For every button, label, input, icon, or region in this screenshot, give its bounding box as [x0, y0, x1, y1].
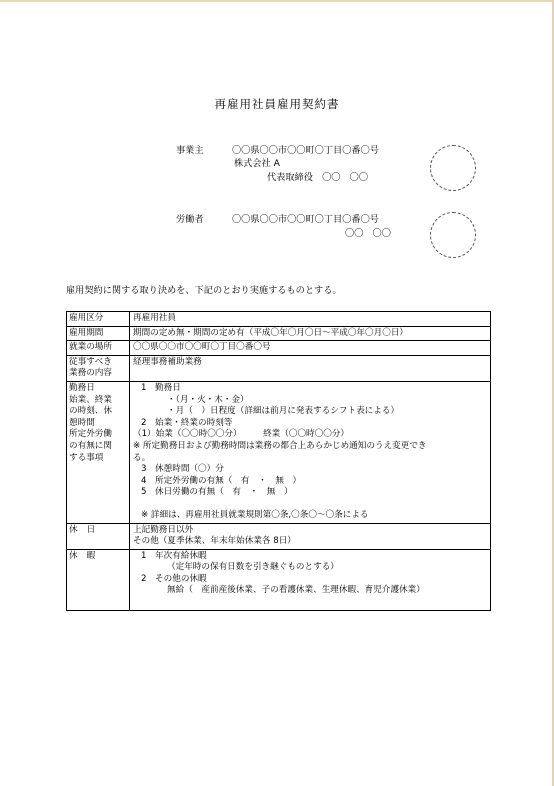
- other-leave: 2 その他の休暇: [141, 573, 207, 584]
- document-title: 再雇用社員雇用契約書: [214, 97, 340, 111]
- holidays-line: その他（夏季休業、年末年始休業各 8日）: [133, 536, 296, 547]
- worker-address: 〇〇県〇〇市〇〇町〇丁目〇番〇号: [232, 214, 379, 225]
- unpaid-leave: 無給（ 産前産後休業、子の看護休業、生理休暇、育児介護休業）: [167, 585, 425, 596]
- row-employment-period: [67, 326, 491, 341]
- leave-label-text: 休暇: [69, 550, 105, 561]
- holidays-content: [130, 523, 491, 549]
- working-days-heading: 1 勤務日: [141, 382, 181, 393]
- employer-company: 株式会社 A: [234, 158, 280, 169]
- working-hours-label-line: の時刻、休: [69, 406, 112, 417]
- duties-value: 経理事務補助業務: [130, 355, 491, 381]
- holidays-label-text: 休日: [69, 524, 105, 535]
- worker-seal: [430, 212, 476, 258]
- start-end-times: （1）始業（〇〇時〇〇分） 終業（〇〇時〇〇分）: [133, 429, 350, 440]
- annual-leave: 1 年次有給休暇: [141, 550, 207, 561]
- row-duties: [67, 355, 491, 381]
- working-hours-label-line: の有無に関: [69, 440, 112, 451]
- working-hours-label-line: 所定外労働: [69, 429, 112, 440]
- working-hours-label-line: 勤務日: [69, 382, 95, 393]
- worker-label: 労働者: [176, 214, 204, 225]
- employment-period-label: 雇用期間: [67, 326, 130, 341]
- row-workplace: [67, 341, 491, 356]
- row-leave: [67, 549, 491, 610]
- row-working-hours: [67, 381, 491, 523]
- duties-label: [67, 355, 130, 381]
- holidays-line: 上記勤務日以外: [133, 524, 194, 535]
- employer-representative: 代表取締役 〇〇 〇〇: [267, 172, 369, 183]
- employer-address: 〇〇県〇〇市〇〇町〇丁目〇番〇号: [232, 145, 379, 156]
- employment-period-value: 期間の定め無・期間の定め有（平成〇年〇月〇日～平成〇年〇月〇日）: [130, 326, 491, 341]
- holiday-work: 5 休日労働の有無（ 有 ・ 無 ）: [141, 487, 293, 498]
- working-hours-label-line: 始業、終業: [69, 394, 112, 405]
- working-hours-label-line: 憩時間: [69, 417, 95, 428]
- employment-type-label: 雇用区分: [67, 312, 130, 327]
- workplace-label: 就業の場所: [67, 341, 130, 356]
- duties-label-line: 従事すべき: [69, 356, 112, 367]
- working-hours-label: [67, 381, 130, 523]
- break-time: 3 休憩時間（〇）分: [141, 464, 224, 475]
- workplace-value: 〇〇県〇〇市〇〇町〇丁目〇番〇号: [130, 341, 491, 356]
- spacer: [133, 499, 488, 510]
- rules-reference: ※ 詳細は、再雇用社員就業規則第〇条,〇条〇～〇条による: [141, 509, 369, 520]
- holidays-label: [67, 523, 130, 549]
- working-days-monthly: ・月（ ）日程度（詳細は前月に発表するシフト表による）: [167, 406, 400, 417]
- duties-label-line: 業務の内容: [69, 368, 112, 379]
- row-employment-type: [67, 312, 491, 327]
- employer-seal: [430, 145, 476, 191]
- annual-leave-note: （定年時の保有日数を引き継ぐものとする）: [167, 562, 339, 573]
- working-hours-label-line: する事項: [69, 452, 104, 463]
- change-note-cont: る。: [133, 452, 151, 463]
- employer-label: 事業主: [176, 145, 204, 156]
- worker-name: 〇〇 〇〇: [345, 228, 391, 239]
- leave-content: [130, 549, 491, 610]
- employment-type-value: 再雇用社員: [130, 312, 491, 327]
- overtime-work: 4 所定外労働の有無（ 有 ・ 無 ）: [141, 475, 302, 486]
- contract-table: [66, 311, 491, 611]
- page-top-edge: [0, 0, 554, 2]
- leave-label: [67, 549, 130, 610]
- row-holidays: [67, 523, 491, 549]
- working-days-weekdays: ・（月・火・木・金）: [167, 394, 249, 405]
- change-note: ※ 所定勤務日および勤務時間は業務の都合上あらかじめ通知のうえ変更でき: [133, 440, 427, 451]
- start-end-heading: 2 始業・終業の時刻等: [141, 417, 233, 428]
- working-hours-content: [130, 381, 491, 523]
- intro-text: 雇用契約に関する取り決めを、下記のとおり実施するものとする。: [66, 285, 342, 296]
